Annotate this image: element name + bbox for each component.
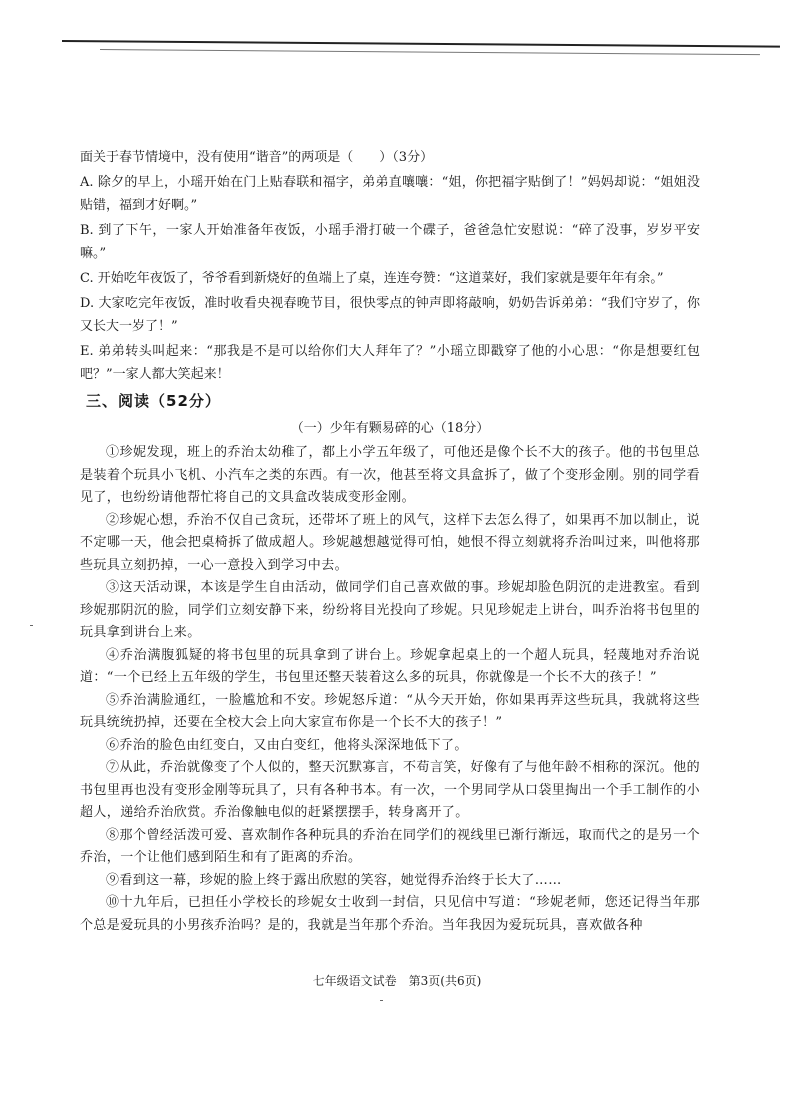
passage-paragraph: ③这天活动课，本该是学生自由活动，做同学们自己喜欢做的事。珍妮却脸色阴沉的走进教室。看到珍妮那阴沉的脸，同学们立刻安静下来，纷纷将目光投向了珍妮。只见珍妮走上讲台，叫乔治将书包里的玩具拿到讲台上来。: [80, 580, 700, 640]
top-rule: [62, 40, 780, 48]
passage-paragraph: ⑦从此，乔治就像变了个人似的，整天沉默寡言，不苟言笑，好像有了与他年龄不相称的深沉。他的书包里再也没有变形金刚等玩具了，只有各种书本。有一次，一个男同学从口袋里掏出一个手工制作的小超人，递给乔治欣赏。乔治像触电似的赶紧摆摆手，转身离开了。: [80, 760, 700, 820]
passage-paragraph: ④乔治满腹狐疑的将书包里的玩具拿到了讲台上。珍妮拿起桌上的一个超人玩具，轻蔑地对乔治说道：“一个已经上五年级的学生，书包里还整天装着这么多的玩具，你就像是一个长不大的孩子！”: [80, 647, 700, 685]
passage-paragraph: ⑥乔治的脸色由红变白，又由白变红，他将头深深地低下了。: [106, 737, 468, 753]
passage-paragraph: ①珍妮发现，班上的乔治太幼稚了，都上小学五年级了，可他还是像个长不大的孩子。他的书包里总是装着个玩具小飞机、小汽车之类的东西。有一次，他甚至将文具盒拆了，做了个变形金刚。别的同学看见了，也纷纷请他帮忙将自己的文具盒改装成变形金刚。: [80, 445, 700, 505]
passage-paragraph: ②珍妮心想，乔治不仅自己贪玩，还带坏了班上的风气，这样下去怎么得了，如果再不加以制止，说不定哪一天，他会把桌椅拆了做成超人。珍妮越想越觉得可怕，她恨不得立刻就将乔治叫过来，叫他将那些玩具立刻扔掉，一心一意投入到学习中去。: [80, 512, 700, 573]
passage-paragraph: ⑩十九年后，已担任小学校长的珍妮女士收到一封信，只见信中写道：“珍妮老师，您还记得当年那个总是爱玩具的小男孩乔治吗？是的，我就是当年那个乔治。当年我因为爱玩玩具，喜欢做各种: [80, 895, 700, 933]
passage-title: （一）少年有颗易碎的心（18分）: [290, 421, 490, 436]
page-footer: 七年级语文试卷 第3页(共6页): [312, 974, 482, 988]
option-e: E. 弟弟转头叫起来：“那我是不是可以给你们大人拜年了？”小瑶立即戳穿了他的小心思：“你是想要红包吧？”一家人都大笑起来！: [80, 344, 700, 382]
passage-paragraph: ⑨看到这一幕，珍妮的脸上终于露出欣慰的笑容，她觉得乔治终于长大了……: [106, 872, 562, 888]
page-content: [80, 146, 700, 937]
question-intro: 面关于春节情境中，没有使用“谐音”的两项是（ ）（3分）: [80, 150, 434, 165]
section-title: 三、阅读（52分）: [86, 392, 221, 410]
passage-paragraph: ⑤乔治满脸通红，一脸尴尬和不安。珍妮怒斥道：“从今天开始，你如果再弄这些玩具，我就将这些玩具统统扔掉，还要在全校大会上向大家宣布你是一个长不大的孩子！”: [80, 692, 700, 730]
option-d: D. 大家吃完年夜饭，准时收看央视春晚节目，很快零点的钟声即将敲响，奶奶告诉弟弟：“我们守岁了，你又长大一岁了！”: [80, 296, 700, 334]
option-c: C. 开始吃年夜饭了，爷爷看到新烧好的鱼端上了桌，连连夸赞：“这道菜好，我们家就是要年年有余。”: [80, 271, 664, 286]
top-rule-thin: [100, 49, 760, 55]
option-a: A. 除夕的早上，小瑶开始在门上贴春联和福字，弟弟直嚷嚷：“姐，你把福字贴倒了！”妈妈却说：“姐姐没贴错，福到才好啊。”: [80, 175, 700, 213]
scan-speck: [380, 1000, 383, 1001]
option-b: B. 到了下午，一家人开始准备年夜饭，小瑶手滑打破一个碟子，爸爸急忙安慰说：“碎了没事，岁岁平安嘛。”: [80, 223, 700, 261]
scan-speck: [30, 625, 33, 626]
passage-paragraph: ⑧那个曾经活泼可爱、喜欢制作各种玩具的乔治在同学们的视线里已渐行渐远，取而代之的是另一个乔治，一个让他们感到陌生和有了距离的乔治。: [80, 827, 700, 865]
